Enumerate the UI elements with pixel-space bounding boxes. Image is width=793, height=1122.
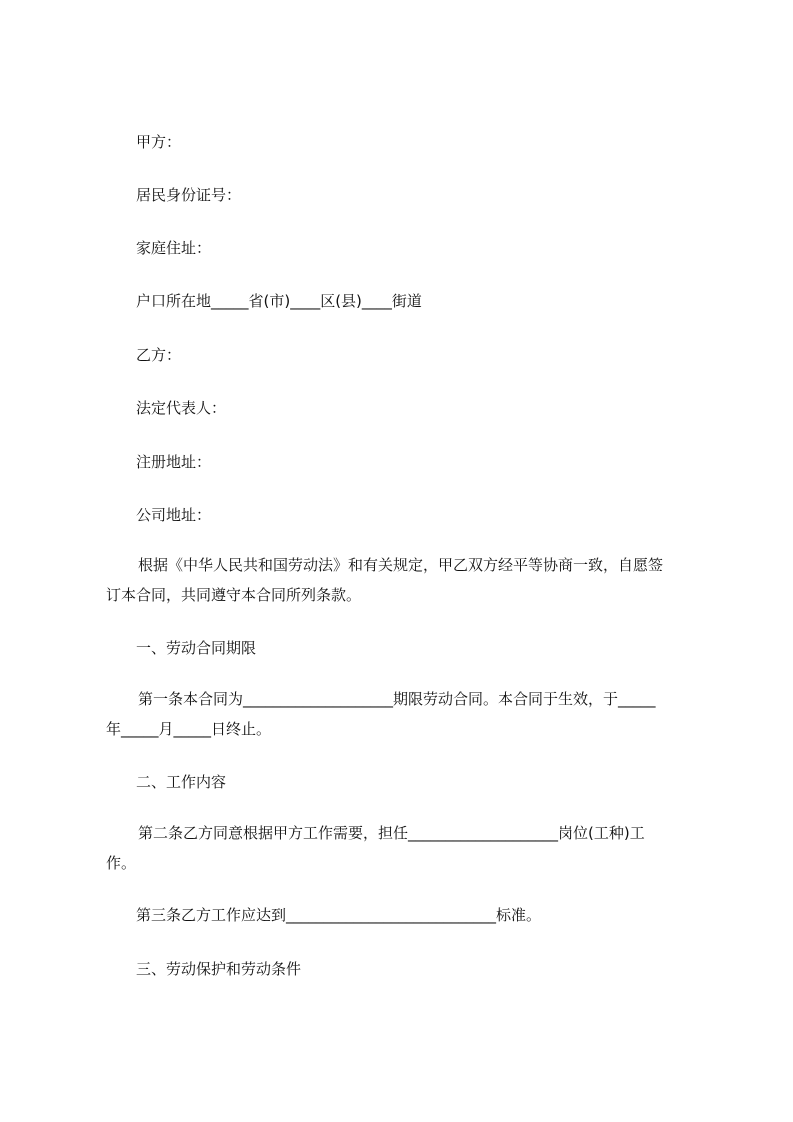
- id-number-label: 居民身份证号：: [136, 186, 242, 204]
- company-address-label: 公司地址：: [136, 506, 212, 524]
- section-1-heading: 一、劳动合同期限: [136, 639, 257, 657]
- registered-residence-line: 户口所在地_____省(市)____区(县)____街道: [136, 292, 422, 310]
- section-2-heading: 二、工作内容: [136, 773, 227, 791]
- legal-representative-label: 法定代表人：: [136, 399, 227, 417]
- party-a-label: 甲方：: [136, 133, 182, 151]
- intro-line-2: 订本合同，共同遵守本合同所列条款。: [106, 586, 362, 604]
- party-b-label: 乙方：: [136, 346, 182, 364]
- article-2-line-2: 作。: [106, 854, 137, 872]
- intro-paragraph: [106, 550, 702, 610]
- article-2-line-1: 第二条乙方同意根据甲方工作需要，担任____________________岗位(工种)工: [138, 824, 645, 842]
- article-1-line-1: 第一条本合同为____________________期限劳动合同。本合同于生效，于_____: [138, 690, 656, 708]
- article-1-line-2: 年_____月_____日终止。: [106, 720, 272, 738]
- article-3-paragraph: 第三条乙方工作应达到____________________________标准。: [136, 906, 542, 924]
- section-3-heading: 三、劳动保护和劳动条件: [136, 960, 302, 978]
- home-address-label: 家庭住址：: [136, 239, 212, 257]
- intro-line-1: 根据《中华人民共和国劳动法》和有关规定，甲乙双方经平等协商一致，自愿签: [138, 556, 664, 574]
- registered-address-label: 注册地址：: [136, 453, 212, 471]
- article-1-paragraph: [106, 684, 702, 744]
- article-2-paragraph: [106, 818, 702, 878]
